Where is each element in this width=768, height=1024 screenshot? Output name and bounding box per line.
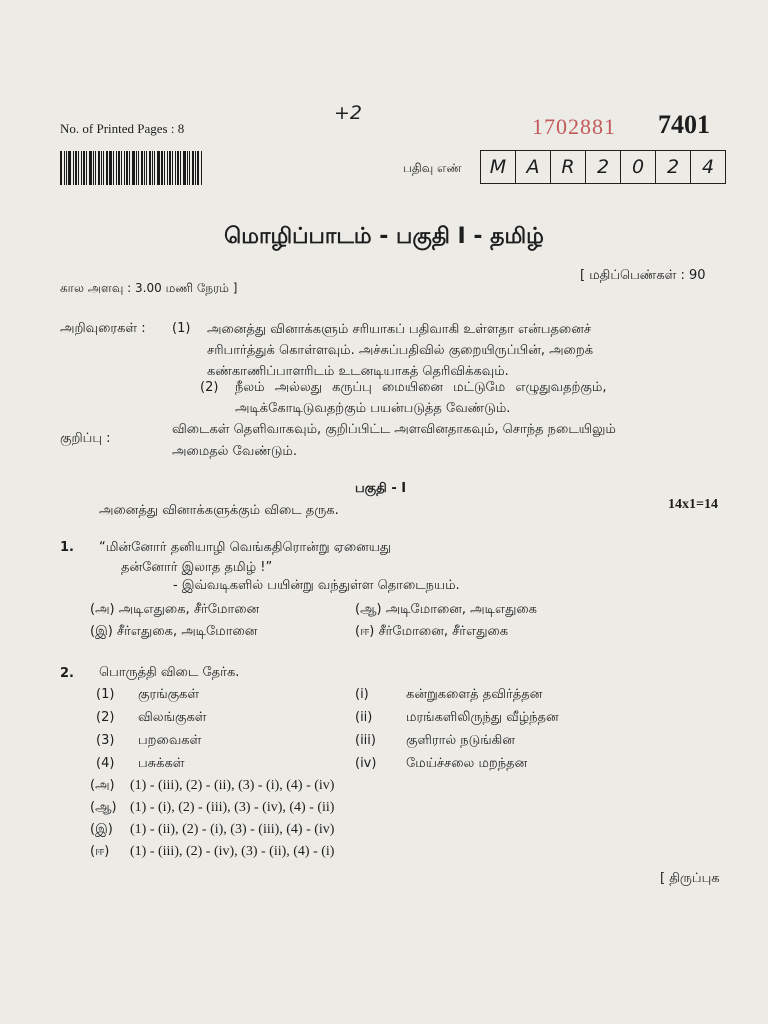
barcode-bar bbox=[118, 151, 120, 185]
note-label: குறிப்பு : bbox=[60, 431, 111, 446]
match-left-item: பறவைகள் bbox=[138, 733, 202, 748]
barcode-bar bbox=[60, 151, 62, 185]
answer-option-text: (1) - (iii), (2) - (iv), (3) - (ii), (4) - (i) bbox=[130, 844, 335, 859]
barcode-image bbox=[60, 151, 212, 185]
register-box: 4 bbox=[701, 156, 715, 178]
match-right-item: மேய்ச்சலை மறந்தன bbox=[406, 756, 528, 771]
barcode-bar bbox=[201, 151, 202, 185]
handwritten-class-mark: +2 bbox=[334, 102, 363, 124]
barcode-bar bbox=[152, 151, 153, 185]
answer-option-key: (ஈ) bbox=[90, 844, 110, 859]
turn-over-note: [ திருப்புக bbox=[660, 871, 720, 886]
register-number-label: பதிவு எண் bbox=[403, 161, 462, 175]
paper-code: 7401 bbox=[658, 110, 710, 139]
barcode-bar bbox=[146, 151, 147, 185]
barcode-bar bbox=[175, 151, 176, 185]
question-text: தன்னோர் இலாத தமிழ் !” bbox=[121, 560, 273, 575]
section-instruction: அனைத்து வினாக்களுக்கும் விடை தருக. bbox=[99, 503, 339, 518]
match-right-num: (iv) bbox=[355, 756, 377, 771]
printed-pages-note: No. of Printed Pages : 8 bbox=[60, 121, 185, 136]
option-a: (அ) அடிஎதுகை, சீர்மோனை bbox=[90, 602, 260, 617]
barcode-bar bbox=[103, 151, 104, 185]
barcode-bar bbox=[64, 151, 65, 185]
question-number: 1. bbox=[60, 540, 74, 555]
register-box: M bbox=[481, 151, 516, 183]
barcode-bar bbox=[180, 151, 181, 185]
register-box: 0 bbox=[621, 151, 656, 183]
match-right-item: குளிரால் நடுங்கின bbox=[406, 733, 515, 748]
instruction-number: (2) bbox=[200, 380, 219, 395]
barcode-bar bbox=[138, 151, 139, 185]
register-box: A bbox=[516, 151, 551, 183]
barcode-bar bbox=[177, 151, 179, 185]
barcode-bar bbox=[197, 151, 199, 185]
barcode-bar bbox=[189, 151, 190, 185]
barcode-bar bbox=[106, 151, 108, 185]
barcode-bar bbox=[129, 151, 130, 185]
answer-option-key: (அ) bbox=[90, 778, 115, 793]
instruction-line: கண்காணிப்பாளரிடம் உடனடியாகத் தெரிவிக்கவும். bbox=[207, 364, 509, 379]
barcode-bar bbox=[154, 151, 155, 185]
option-c: (இ) சீர்எதுகை, அடிமோனை bbox=[90, 624, 258, 639]
barcode-bar bbox=[144, 151, 145, 185]
barcode-bar bbox=[101, 151, 102, 185]
match-left-num: (3) bbox=[96, 733, 115, 748]
instruction-line: அனைத்து வினாக்களும் சரியாகப் பதிவாகி உள்ளதா என்பதனைச் bbox=[207, 322, 592, 337]
barcode-bar bbox=[81, 151, 82, 185]
barcode-bar bbox=[66, 151, 67, 185]
paper-title: மொழிப்பாடம் - பகுதி I - தமிழ் bbox=[224, 224, 544, 249]
barcode-bar bbox=[187, 151, 188, 185]
question-text: “மின்னோர் தனியாழி வெங்கதிரொன்று ஏனையது bbox=[99, 540, 392, 555]
answer-option-text: (1) - (i), (2) - (iii), (3) - (iv), (4) - (ii) bbox=[130, 800, 335, 815]
match-left-item: குரங்குகள் bbox=[138, 687, 200, 702]
instruction-number: (1) bbox=[172, 321, 191, 336]
barcode-bar bbox=[192, 151, 194, 185]
question-text: பொருத்தி விடை தேர்க. bbox=[99, 665, 240, 680]
match-left-num: (4) bbox=[96, 756, 115, 771]
barcode-bar bbox=[124, 151, 125, 185]
barcode-bar bbox=[98, 151, 100, 185]
answer-option-text: (1) - (ii), (2) - (i), (3) - (iii), (4) - (iv) bbox=[130, 822, 335, 837]
option-b: (ஆ) அடிமோனை, அடிஎதுகை bbox=[355, 602, 537, 617]
note-line: அமைதல் வேண்டும். bbox=[172, 444, 298, 459]
match-right-item: மரங்களிலிருந்து வீழ்ந்தன bbox=[406, 710, 559, 725]
barcode-bar bbox=[157, 151, 160, 185]
barcode-bar bbox=[149, 151, 151, 185]
barcode-bar bbox=[183, 151, 186, 185]
answer-option-key: (இ) bbox=[90, 822, 113, 837]
barcode-bar bbox=[83, 151, 85, 185]
barcode-bar bbox=[141, 151, 143, 185]
barcode-bar bbox=[136, 151, 137, 185]
barcode-bar bbox=[113, 151, 114, 185]
register-box: R bbox=[551, 151, 586, 183]
barcode-bar bbox=[95, 151, 96, 185]
barcode-bar bbox=[75, 151, 77, 185]
barcode-bar bbox=[93, 151, 94, 185]
barcode-bar bbox=[172, 151, 173, 185]
time-allowed: கால அளவு : 3.00 மணி நேரம் ] bbox=[60, 281, 238, 295]
note-line: விடைகள் தெளிவாகவும், குறிப்பிட்ட அளவினதாகவும், சொந்த நடையிலும் bbox=[172, 422, 616, 437]
barcode-bar bbox=[164, 151, 165, 185]
barcode-bar bbox=[73, 151, 74, 185]
answer-option-text: (1) - (iii), (2) - (ii), (3) - (i), (4) - (iv) bbox=[130, 778, 335, 793]
register-number-boxes bbox=[480, 150, 726, 184]
section-title: பகுதி - I bbox=[355, 481, 407, 496]
match-left-item: விலங்குகள் bbox=[138, 710, 207, 725]
barcode-bar bbox=[126, 151, 128, 185]
barcode-bar bbox=[116, 151, 117, 185]
section-marks: 14x1=14 bbox=[668, 497, 718, 512]
option-d: (ஈ) சீர்மோனை, சீர்எதுகை bbox=[355, 624, 509, 639]
instruction-line: நீலம் அல்லது கருப்பு மையினை மட்டுமே எழுதுவதற்கும், bbox=[235, 380, 607, 395]
match-right-item: கன்றுகளைத் தவிர்த்தன bbox=[406, 687, 543, 702]
serial-number: 1702881 bbox=[532, 114, 616, 139]
instructions-label: அறிவுரைகள் : bbox=[60, 321, 146, 336]
match-left-num: (2) bbox=[96, 710, 115, 725]
barcode-bar bbox=[78, 151, 79, 185]
barcode-bar bbox=[86, 151, 87, 185]
barcode-bar bbox=[109, 151, 112, 185]
match-right-num: (i) bbox=[355, 687, 369, 702]
barcode-bar bbox=[195, 151, 196, 185]
barcode-bar bbox=[167, 151, 168, 185]
max-marks: [ மதிப்பெண்கள் : 90 bbox=[580, 268, 706, 283]
instruction-line: அடிக்கோடிடுவதற்கும் பயன்படுத்த வேண்டும். bbox=[235, 401, 511, 416]
barcode-bar bbox=[169, 151, 171, 185]
barcode-bar bbox=[161, 151, 163, 185]
question-text: - இவ்வடிகளில் பயின்று வந்துள்ள தொடைநயம். bbox=[173, 578, 460, 593]
match-left-num: (1) bbox=[96, 687, 115, 702]
barcode-bar bbox=[68, 151, 71, 185]
match-left-item: பசுக்கள் bbox=[138, 756, 185, 771]
question-number: 2. bbox=[60, 666, 74, 681]
answer-option-key: (ஆ) bbox=[90, 800, 117, 815]
barcode-bar bbox=[89, 151, 92, 185]
barcode-bar bbox=[132, 151, 135, 185]
instruction-line: சரிபார்த்துக் கொள்ளவும். அச்சுப்பதிவில் குறையிருப்பின், அறைக் bbox=[207, 343, 594, 358]
match-right-num: (iii) bbox=[355, 733, 376, 748]
barcode-bar bbox=[121, 151, 122, 185]
register-box: 2 bbox=[656, 151, 691, 183]
register-box: 2 bbox=[586, 151, 621, 183]
match-right-num: (ii) bbox=[355, 710, 373, 725]
